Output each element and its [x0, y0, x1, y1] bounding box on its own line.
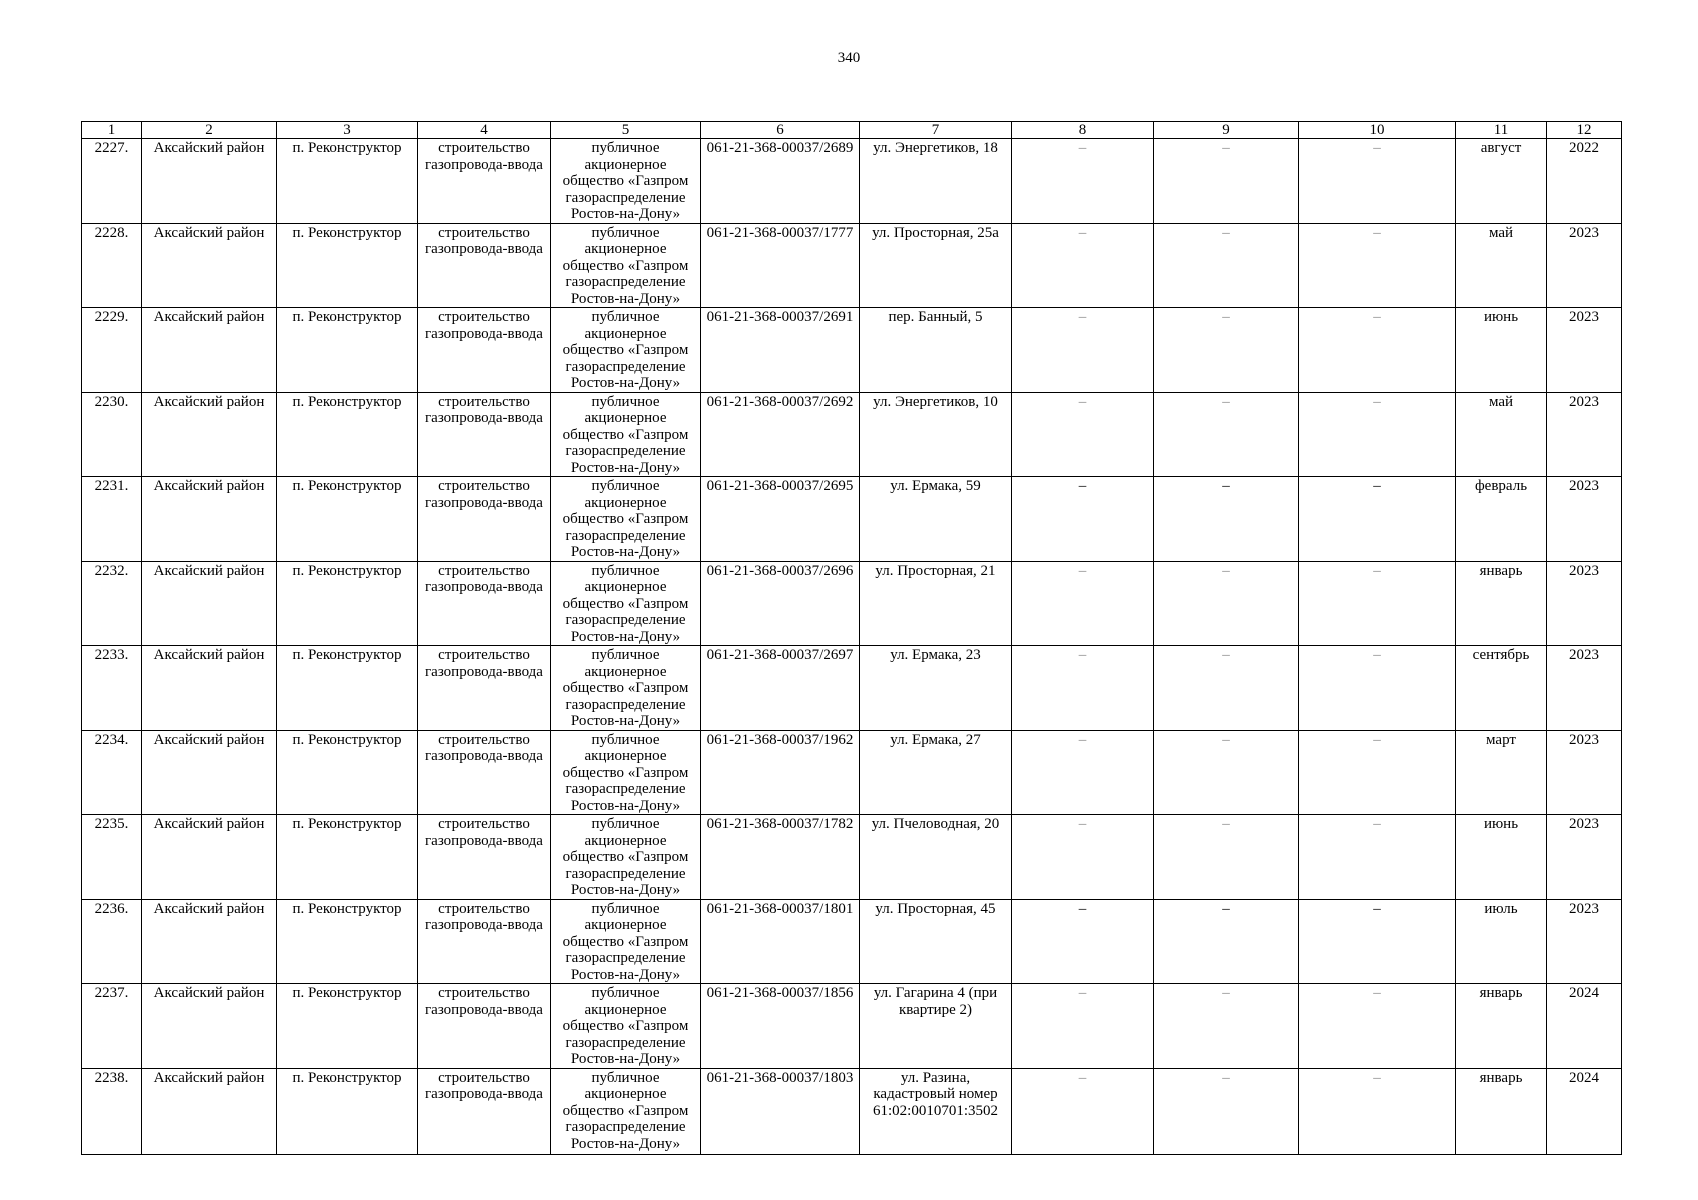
- year-cell: 2023: [1547, 899, 1622, 984]
- year-cell: 2022: [1547, 139, 1622, 224]
- column-8-cell: –: [1012, 561, 1154, 646]
- column-9-cell: –: [1154, 646, 1299, 731]
- application-code-cell: 061-21-368-00037/1801: [701, 899, 860, 984]
- column-9-cell: –: [1154, 730, 1299, 815]
- year-cell: 2023: [1547, 730, 1622, 815]
- column-8-cell: –: [1012, 477, 1154, 562]
- work-type-cell: строительство газопровода-ввода: [418, 308, 551, 393]
- work-type-cell: строительство газопровода-ввода: [418, 561, 551, 646]
- column-8-cell: –: [1012, 139, 1154, 224]
- work-type-cell: строительство газопровода-ввода: [418, 1068, 551, 1154]
- column-8-cell: –: [1012, 308, 1154, 393]
- district-cell: Аксайский район: [142, 730, 277, 815]
- month-cell: март: [1456, 730, 1547, 815]
- header-row: [82, 122, 1622, 139]
- application-code-cell: 061-21-368-00037/1803: [701, 1068, 860, 1154]
- work-type-cell: строительство газопровода-ввода: [418, 646, 551, 731]
- settlement-cell: п. Реконструктор: [277, 308, 418, 393]
- table-row: [82, 899, 1622, 984]
- column-header: 2: [142, 122, 277, 139]
- district-cell: Аксайский район: [142, 984, 277, 1069]
- address-cell: ул. Просторная, 21: [860, 561, 1012, 646]
- application-code-cell: 061-21-368-00037/2695: [701, 477, 860, 562]
- address-cell: ул. Ермака, 27: [860, 730, 1012, 815]
- work-type-cell: строительство газопровода-ввода: [418, 139, 551, 224]
- year-cell: 2023: [1547, 392, 1622, 477]
- month-cell: январь: [1456, 561, 1547, 646]
- row-number: 2233.: [82, 646, 142, 731]
- district-cell: Аксайский район: [142, 223, 277, 308]
- year-cell: 2024: [1547, 1068, 1622, 1154]
- column-header: 3: [277, 122, 418, 139]
- column-9-cell: –: [1154, 815, 1299, 900]
- application-code-cell: 061-21-368-00037/2691: [701, 308, 860, 393]
- column-10-cell: –: [1299, 477, 1456, 562]
- organization-cell: публичное акционерное общество «Газпром газораспределение Ростов-на-Дону»: [551, 815, 701, 900]
- settlement-cell: п. Реконструктор: [277, 815, 418, 900]
- organization-cell: публичное акционерное общество «Газпром газораспределение Ростов-на-Дону»: [551, 730, 701, 815]
- organization-cell: публичное акционерное общество «Газпром газораспределение Ростов-на-Дону»: [551, 646, 701, 731]
- address-cell: ул. Гагарина 4 (при квартире 2): [860, 984, 1012, 1069]
- application-code-cell: 061-21-368-00037/2692: [701, 392, 860, 477]
- row-number: 2229.: [82, 308, 142, 393]
- application-code-cell: 061-21-368-00037/1777: [701, 223, 860, 308]
- district-cell: Аксайский район: [142, 392, 277, 477]
- year-cell: 2023: [1547, 477, 1622, 562]
- column-9-cell: –: [1154, 477, 1299, 562]
- row-number: 2238.: [82, 1068, 142, 1154]
- column-10-cell: –: [1299, 984, 1456, 1069]
- address-cell: ул. Пчеловодная, 20: [860, 815, 1012, 900]
- address-cell: ул. Ермака, 59: [860, 477, 1012, 562]
- organization-cell: публичное акционерное общество «Газпром газораспределение Ростов-на-Дону»: [551, 561, 701, 646]
- year-cell: 2024: [1547, 984, 1622, 1069]
- column-10-cell: –: [1299, 730, 1456, 815]
- table-row: [82, 1068, 1622, 1154]
- column-9-cell: –: [1154, 899, 1299, 984]
- column-10-cell: –: [1299, 561, 1456, 646]
- application-code-cell: 061-21-368-00037/2697: [701, 646, 860, 731]
- district-cell: Аксайский район: [142, 815, 277, 900]
- registry-table: [81, 121, 1622, 1155]
- table-row: [82, 477, 1622, 562]
- column-header: 6: [701, 122, 860, 139]
- column-10-cell: –: [1299, 139, 1456, 224]
- month-cell: февраль: [1456, 477, 1547, 562]
- month-cell: июнь: [1456, 308, 1547, 393]
- column-8-cell: –: [1012, 899, 1154, 984]
- month-cell: июнь: [1456, 815, 1547, 900]
- work-type-cell: строительство газопровода-ввода: [418, 477, 551, 562]
- column-8-cell: –: [1012, 730, 1154, 815]
- organization-cell: публичное акционерное общество «Газпром газораспределение Ростов-на-Дону»: [551, 984, 701, 1069]
- table-row: [82, 815, 1622, 900]
- district-cell: Аксайский район: [142, 646, 277, 731]
- work-type-cell: строительство газопровода-ввода: [418, 984, 551, 1069]
- address-cell: ул. Разина, кадастровый номер 61:02:0010701:3502: [860, 1068, 1012, 1154]
- column-header: 9: [1154, 122, 1299, 139]
- settlement-cell: п. Реконструктор: [277, 561, 418, 646]
- settlement-cell: п. Реконструктор: [277, 139, 418, 224]
- organization-cell: публичное акционерное общество «Газпром газораспределение Ростов-на-Дону»: [551, 899, 701, 984]
- column-10-cell: –: [1299, 646, 1456, 731]
- column-10-cell: –: [1299, 392, 1456, 477]
- address-cell: ул. Энергетиков, 18: [860, 139, 1012, 224]
- column-10-cell: –: [1299, 308, 1456, 393]
- settlement-cell: п. Реконструктор: [277, 1068, 418, 1154]
- address-cell: пер. Банный, 5: [860, 308, 1012, 393]
- address-cell: ул. Просторная, 45: [860, 899, 1012, 984]
- column-header: 7: [860, 122, 1012, 139]
- year-cell: 2023: [1547, 223, 1622, 308]
- work-type-cell: строительство газопровода-ввода: [418, 392, 551, 477]
- application-code-cell: 061-21-368-00037/2689: [701, 139, 860, 224]
- settlement-cell: п. Реконструктор: [277, 899, 418, 984]
- table-row: [82, 730, 1622, 815]
- work-type-cell: строительство газопровода-ввода: [418, 730, 551, 815]
- row-number: 2234.: [82, 730, 142, 815]
- column-9-cell: –: [1154, 984, 1299, 1069]
- table-row: [82, 392, 1622, 477]
- year-cell: 2023: [1547, 308, 1622, 393]
- column-8-cell: –: [1012, 223, 1154, 308]
- column-9-cell: –: [1154, 139, 1299, 224]
- row-number: 2236.: [82, 899, 142, 984]
- column-10-cell: –: [1299, 815, 1456, 900]
- row-number: 2237.: [82, 984, 142, 1069]
- month-cell: май: [1456, 223, 1547, 308]
- row-number: 2228.: [82, 223, 142, 308]
- column-header: 4: [418, 122, 551, 139]
- row-number: 2230.: [82, 392, 142, 477]
- row-number: 2235.: [82, 815, 142, 900]
- column-header: 11: [1456, 122, 1547, 139]
- application-code-cell: 061-21-368-00037/1856: [701, 984, 860, 1069]
- column-9-cell: –: [1154, 223, 1299, 308]
- organization-cell: публичное акционерное общество «Газпром газораспределение Ростов-на-Дону»: [551, 308, 701, 393]
- column-9-cell: –: [1154, 392, 1299, 477]
- column-9-cell: –: [1154, 1068, 1299, 1154]
- organization-cell: публичное акционерное общество «Газпром газораспределение Ростов-на-Дону»: [551, 392, 701, 477]
- column-10-cell: –: [1299, 223, 1456, 308]
- month-cell: сентябрь: [1456, 646, 1547, 731]
- column-header: 10: [1299, 122, 1456, 139]
- district-cell: Аксайский район: [142, 561, 277, 646]
- organization-cell: публичное акционерное общество «Газпром газораспределение Ростов-на-Дону»: [551, 1068, 701, 1154]
- row-number: 2231.: [82, 477, 142, 562]
- district-cell: Аксайский район: [142, 139, 277, 224]
- table-row: [82, 223, 1622, 308]
- application-code-cell: 061-21-368-00037/2696: [701, 561, 860, 646]
- district-cell: Аксайский район: [142, 899, 277, 984]
- year-cell: 2023: [1547, 561, 1622, 646]
- address-cell: ул. Просторная, 25а: [860, 223, 1012, 308]
- work-type-cell: строительство газопровода-ввода: [418, 899, 551, 984]
- district-cell: Аксайский район: [142, 308, 277, 393]
- address-cell: ул. Ермака, 23: [860, 646, 1012, 731]
- settlement-cell: п. Реконструктор: [277, 392, 418, 477]
- column-8-cell: –: [1012, 392, 1154, 477]
- settlement-cell: п. Реконструктор: [277, 984, 418, 1069]
- work-type-cell: строительство газопровода-ввода: [418, 815, 551, 900]
- district-cell: Аксайский район: [142, 477, 277, 562]
- column-8-cell: –: [1012, 1068, 1154, 1154]
- column-header: 12: [1547, 122, 1622, 139]
- column-10-cell: –: [1299, 1068, 1456, 1154]
- row-number: 2227.: [82, 139, 142, 224]
- year-cell: 2023: [1547, 815, 1622, 900]
- year-cell: 2023: [1547, 646, 1622, 731]
- organization-cell: публичное акционерное общество «Газпром газораспределение Ростов-на-Дону»: [551, 139, 701, 224]
- column-header: 1: [82, 122, 142, 139]
- month-cell: май: [1456, 392, 1547, 477]
- page-number: 340: [837, 50, 861, 66]
- column-9-cell: –: [1154, 308, 1299, 393]
- organization-cell: публичное акционерное общество «Газпром газораспределение Ростов-на-Дону»: [551, 477, 701, 562]
- address-cell: ул. Энергетиков, 10: [860, 392, 1012, 477]
- settlement-cell: п. Реконструктор: [277, 730, 418, 815]
- application-code-cell: 061-21-368-00037/1782: [701, 815, 860, 900]
- settlement-cell: п. Реконструктор: [277, 646, 418, 731]
- table-row: [82, 308, 1622, 393]
- organization-cell: публичное акционерное общество «Газпром газораспределение Ростов-на-Дону»: [551, 223, 701, 308]
- table-row: [82, 984, 1622, 1069]
- table-row: [82, 646, 1622, 731]
- settlement-cell: п. Реконструктор: [277, 477, 418, 562]
- month-cell: июль: [1456, 899, 1547, 984]
- month-cell: январь: [1456, 984, 1547, 1069]
- column-10-cell: –: [1299, 899, 1456, 984]
- settlement-cell: п. Реконструктор: [277, 223, 418, 308]
- row-number: 2232.: [82, 561, 142, 646]
- column-8-cell: –: [1012, 815, 1154, 900]
- month-cell: январь: [1456, 1068, 1547, 1154]
- column-8-cell: –: [1012, 646, 1154, 731]
- column-header: 8: [1012, 122, 1154, 139]
- application-code-cell: 061-21-368-00037/1962: [701, 730, 860, 815]
- month-cell: август: [1456, 139, 1547, 224]
- table-row: [82, 561, 1622, 646]
- column-8-cell: –: [1012, 984, 1154, 1069]
- column-9-cell: –: [1154, 561, 1299, 646]
- district-cell: Аксайский район: [142, 1068, 277, 1154]
- work-type-cell: строительство газопровода-ввода: [418, 223, 551, 308]
- table-row: [82, 139, 1622, 224]
- column-header: 5: [551, 122, 701, 139]
